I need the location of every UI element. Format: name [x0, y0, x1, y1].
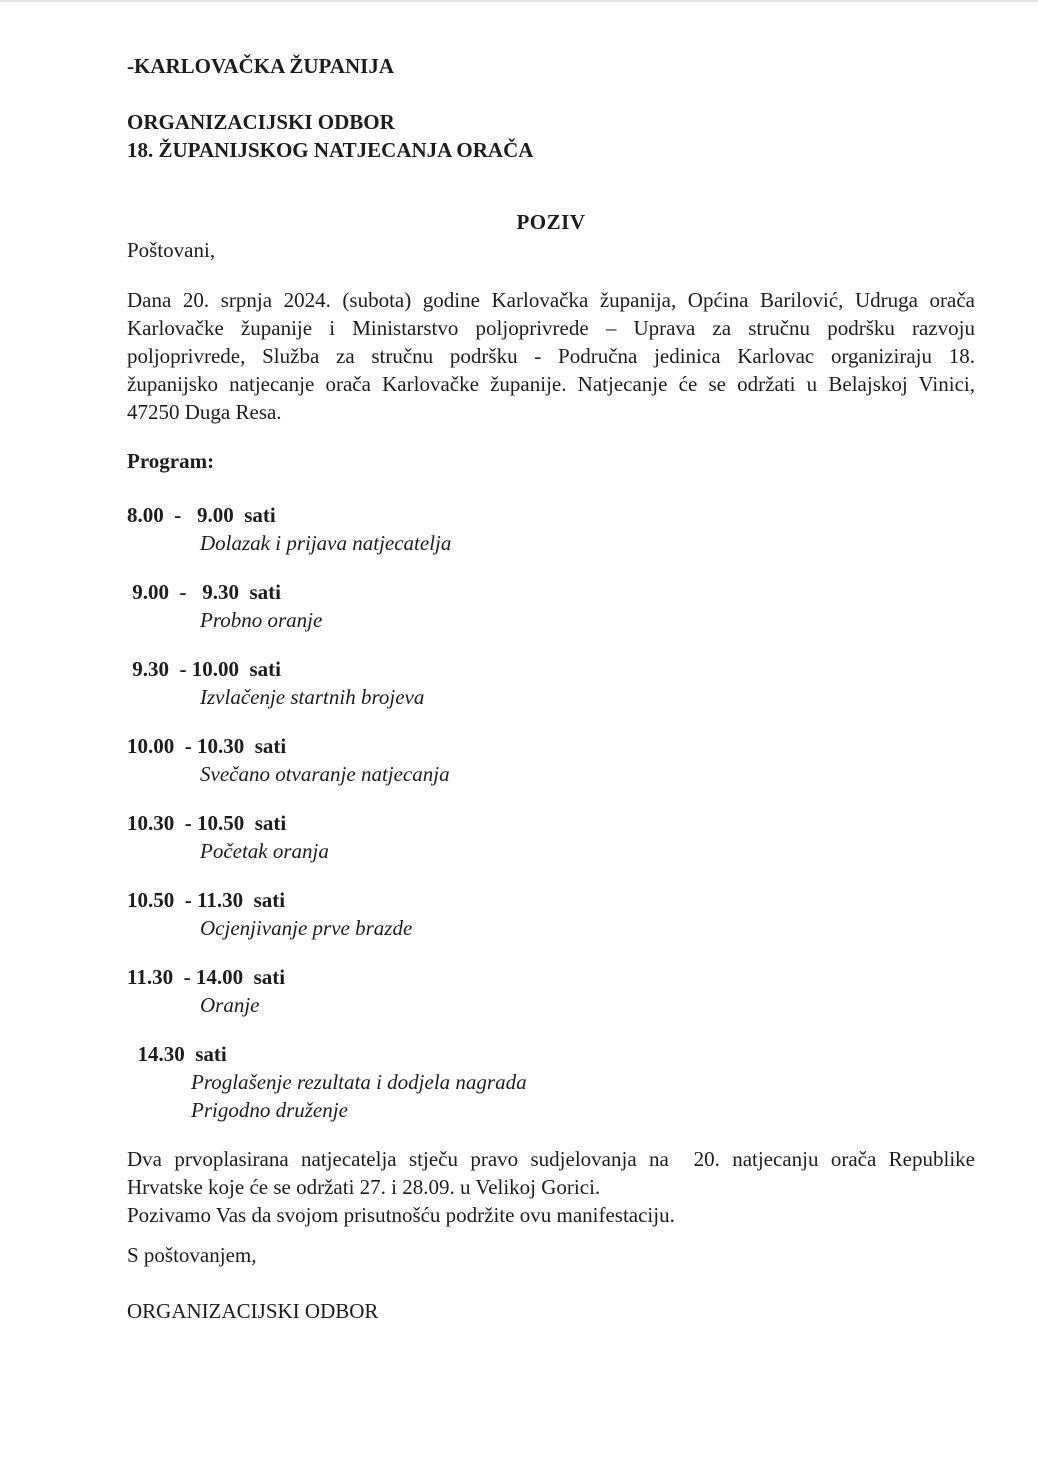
program-activities: [127, 837, 975, 865]
program-entry: [127, 963, 975, 1019]
closing-line: Hrvatske koje će se održati 27. i 28.09. u Velikoj Gorici.: [127, 1175, 601, 1199]
committee-line-2: 18. ŽUPANIJSKOG NATJECANJA ORAČA: [127, 138, 534, 162]
intro-line: poljoprivrede, Služba za stručnu podršku - Područna jedinica Karlovac organiziraju 18.: [127, 344, 975, 368]
program-activity: Ocjenjivanje prve brazde: [200, 916, 413, 940]
signature-committee: ORGANIZACIJSKI ODBOR: [127, 1299, 379, 1323]
intro-paragraph: [127, 286, 975, 426]
program-activity: Probno oranje: [200, 608, 323, 632]
document-title: POZIV: [516, 210, 586, 234]
program-time: 10.00 - 10.30 sati: [127, 734, 287, 758]
program-entry: [127, 578, 975, 634]
intro-line: 47250 Duga Resa.: [127, 400, 282, 424]
intro-line: županijsko natjecanje orača Karlovačke županije. Natjecanje će se održati u Belajskoj Vinici,: [127, 372, 975, 396]
program-activities: [127, 991, 975, 1019]
closing-line: Pozivamo Vas da svojom prisutnošću podržite ovu manifestaciju.: [127, 1203, 675, 1227]
program-activities: [127, 914, 975, 942]
program-activities: [127, 1068, 975, 1124]
program-time: 14.30 sati: [127, 1042, 227, 1066]
program-activity: Prigodno druženje: [191, 1098, 348, 1122]
program-entry: [127, 1040, 975, 1124]
program-activities: [127, 606, 975, 634]
program-activities: [127, 683, 975, 711]
intro-line: Dana 20. srpnja 2024. (subota) godine Karlovačka županija, Općina Barilović, Udruga orača: [127, 288, 975, 312]
program-time: 10.50 - 11.30 sati: [127, 888, 286, 912]
signoff: S poštovanjem,: [127, 1243, 257, 1267]
program-activity: Dolazak i prijava natjecatelja: [200, 531, 452, 555]
program-time: 10.30 - 10.50 sati: [127, 811, 287, 835]
committee-header: [127, 108, 975, 164]
program-entry: [127, 501, 975, 557]
intro-line: Karlovačke županije i Ministarstvo poljoprivrede – Uprava za stručnu podršku razvoju: [127, 316, 975, 340]
program-entry: [127, 886, 975, 942]
program-activity: Oranje: [200, 993, 260, 1017]
program-activity: Izvlačenje startnih brojeva: [200, 685, 425, 709]
closing-paragraph: [127, 1145, 975, 1229]
county-header: -KARLOVAČKA ŽUPANIJA: [127, 54, 394, 78]
program-entry: [127, 809, 975, 865]
program-label: Program:: [127, 449, 215, 473]
program-time: 11.30 - 14.00 sati: [127, 965, 286, 989]
program-activity: Proglašenje rezultata i dodjela nagrada: [191, 1070, 527, 1094]
program-entry: [127, 655, 975, 711]
program-entry: [127, 732, 975, 788]
program-activity: Svečano otvaranje natjecanja: [200, 762, 450, 786]
program-time: 9.30 - 10.00 sati: [127, 657, 281, 681]
program-schedule: [127, 501, 975, 1124]
salutation: Poštovani,: [127, 238, 216, 262]
program-activities: [127, 529, 975, 557]
program-activity: Početak oranja: [200, 839, 329, 863]
program-time: 8.00 - 9.00 sati: [127, 503, 276, 527]
closing-line: Dva prvoplasirana natjecatelja stječu pravo sudjelovanja na 20. natjecanju orača Republike: [127, 1147, 975, 1171]
committee-line-1: ORGANIZACIJSKI ODBOR: [127, 110, 395, 134]
program-time: 9.00 - 9.30 sati: [127, 580, 281, 604]
program-activities: [127, 760, 975, 788]
